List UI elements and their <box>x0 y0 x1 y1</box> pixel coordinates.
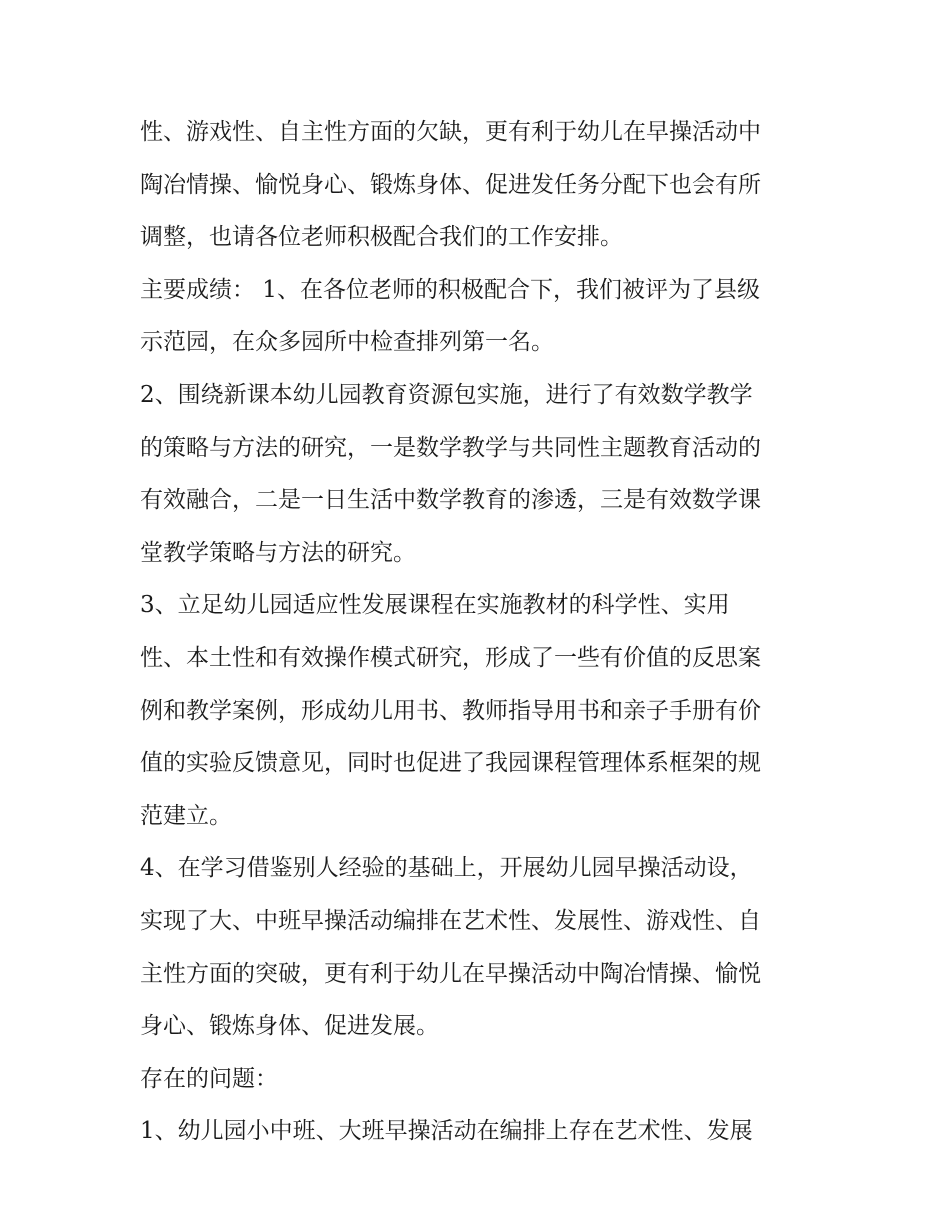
text-line: 2、围绕新课本幼儿园教育资源包实施，进行了有效数学教学 <box>140 381 753 408</box>
text-line: 主性方面的突破，更有利于幼儿在早操活动中陶冶情操、愉悦 <box>140 960 761 987</box>
text-line: 3、立足幼儿园适应性发展课程在实施教材的科学性、实用 <box>140 592 730 619</box>
text-line: 值的实验反馈意见，同时也促进了我园课程管理体系框架的规 <box>140 750 761 777</box>
document-body <box>140 106 830 1158</box>
text-line: 例和教学案例，形成幼儿用书、教师指导用书和亲子手册有价 <box>140 697 761 724</box>
text-line: 性、本土性和有效操作模式研究，形成了一些有价值的反思案 <box>140 644 761 671</box>
text-line: 有效融合，二是一日生活中数学教育的渗透，三是有效数学课 <box>140 487 761 514</box>
text-line: 实现了大、中班早操活动编排在艺术性、发展性、游戏性、自 <box>140 907 761 934</box>
text-line: 存在的问题： <box>140 1065 278 1092</box>
text-line: 1、幼儿园小中班、大班早操活动在编排上存在艺术性、发展 <box>140 1118 753 1145</box>
text-line: 性、游戏性、自主性方面的欠缺，更有利于幼儿在早操活动中 <box>140 119 761 145</box>
text-line: 主要成绩： 1、在各位老师的积极配合下，我们被评为了县级 <box>140 276 760 303</box>
text-line: 范建立。 <box>140 802 232 829</box>
text-line: 陶冶情操、愉悦身心、锻炼身体、促进发任务分配下也会有所 <box>140 171 761 198</box>
text-line: 堂教学策略与方法的研究。 <box>140 539 416 566</box>
text-line: 示范园，在众多园所中检查排列第一名。 <box>140 329 554 356</box>
text-line: 的策略与方法的研究，一是数学教学与共同性主题教育活动的 <box>140 434 761 461</box>
text-line: 身心、锻炼身体、促进发展。 <box>140 1013 439 1040</box>
text-line: 4、在学习借鉴别人经验的基础上，开展幼儿园早操活动设， <box>140 855 753 882</box>
text-line: 调整，也请各位老师积极配合我们的工作安排。 <box>140 224 623 251</box>
